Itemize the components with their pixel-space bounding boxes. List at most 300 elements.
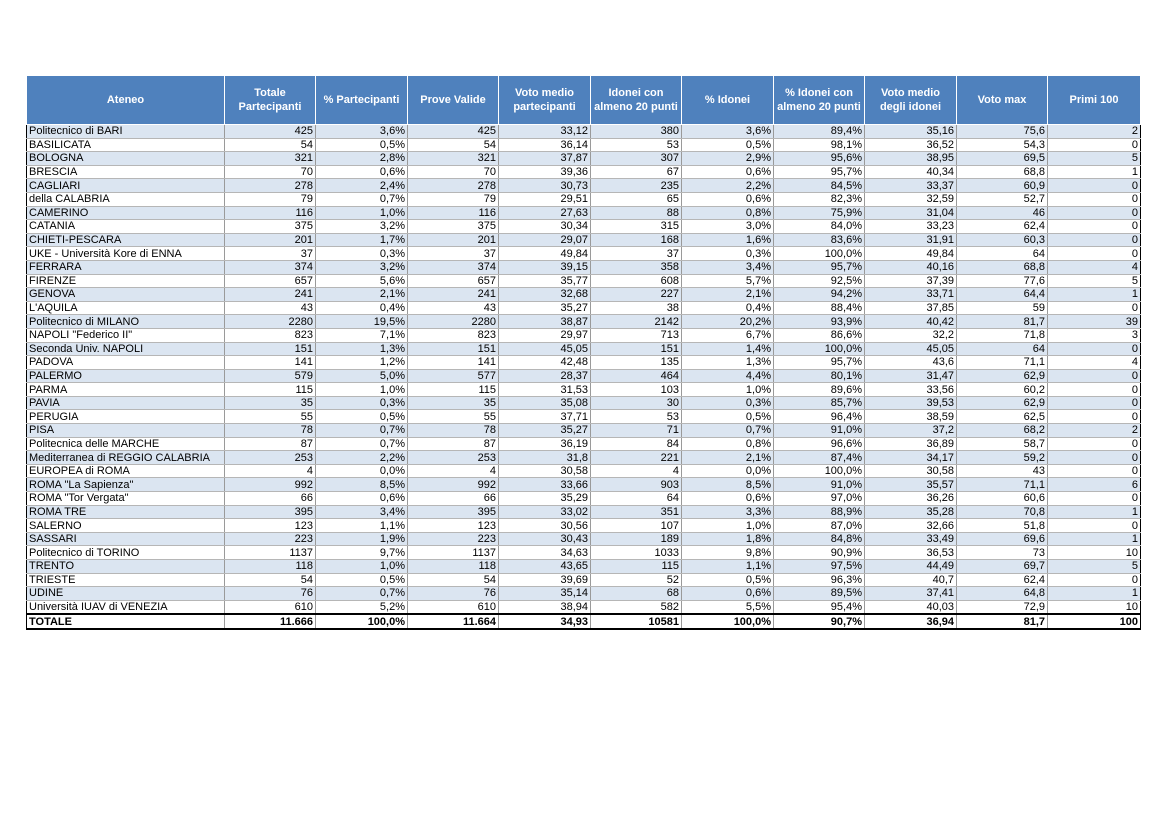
value-cell: 39 [1048,315,1141,329]
university-name-cell: UDINE [27,587,225,601]
value-cell: 608 [591,274,682,288]
value-cell: 39,15 [499,260,591,274]
value-cell: 713 [591,328,682,342]
value-cell: 2,2% [316,451,408,465]
table-row [27,505,1141,519]
value-cell: 73 [957,546,1048,560]
table-row [27,138,1141,152]
value-cell: 189 [591,532,682,546]
table-row [27,410,1141,424]
value-cell: 0,5% [682,410,774,424]
column-header: Voto max [957,76,1048,125]
value-cell: 3,4% [316,505,408,519]
value-cell: 2,1% [316,288,408,302]
table-row [27,220,1141,234]
value-cell: 40,42 [865,315,957,329]
value-cell: 92,5% [774,274,865,288]
value-cell: 87,4% [774,451,865,465]
table-row [27,437,1141,451]
value-cell: 42,48 [499,356,591,370]
value-cell: 0,7% [316,192,408,206]
value-cell: 3,6% [682,125,774,139]
value-cell: 37,71 [499,410,591,424]
university-name-cell: UKE - Università Kore di ENNA [27,247,225,261]
university-name-cell: Seconda Univ. NAPOLI [27,342,225,356]
value-cell: 235 [591,179,682,193]
value-cell: 1,3% [682,356,774,370]
value-cell: 0 [1048,192,1141,206]
table-row [27,600,1141,614]
table-row [27,478,1141,492]
value-cell: 374 [225,260,316,274]
value-cell: 116 [408,206,499,220]
value-cell: 53 [591,138,682,152]
value-cell: 84,0% [774,220,865,234]
value-cell: 0,5% [316,410,408,424]
value-cell: 36,53 [865,546,957,560]
value-cell: 2,8% [316,152,408,166]
value-cell: 38,59 [865,410,957,424]
university-name-cell: SALERNO [27,519,225,533]
value-cell: 9,8% [682,546,774,560]
value-cell: 0 [1048,410,1141,424]
value-cell: 0 [1048,492,1141,506]
value-cell: 0,8% [682,206,774,220]
value-cell: 395 [408,505,499,519]
value-cell: 94,2% [774,288,865,302]
value-cell: 0 [1048,138,1141,152]
value-cell: 0 [1048,519,1141,533]
value-cell: 1 [1048,288,1141,302]
value-cell: 2 [1048,424,1141,438]
value-cell: 40,16 [865,260,957,274]
value-cell: 35,14 [499,587,591,601]
value-cell: 610 [225,600,316,614]
value-cell: 95,4% [774,600,865,614]
value-cell: 0,3% [682,247,774,261]
value-cell: 0,7% [316,587,408,601]
value-cell: 0 [1048,247,1141,261]
value-cell: 90,9% [774,546,865,560]
value-cell: 67 [591,165,682,179]
university-name-cell: PERUGIA [27,410,225,424]
value-cell: 20,2% [682,315,774,329]
header-row [27,76,1141,125]
value-cell: 380 [591,125,682,139]
value-cell: 10 [1048,546,1141,560]
value-cell: 87,0% [774,519,865,533]
value-cell: 68,8 [957,260,1048,274]
value-cell: 4 [225,464,316,478]
value-cell: 71 [591,424,682,438]
table-row [27,260,1141,274]
value-cell: 2,1% [682,288,774,302]
university-name-cell: Politecnica delle MARCHE [27,437,225,451]
university-name-cell: PAVIA [27,396,225,410]
value-cell: 610 [408,600,499,614]
value-cell: 78 [408,424,499,438]
value-cell: 86,6% [774,328,865,342]
value-cell: 93,9% [774,315,865,329]
value-cell: 0 [1048,369,1141,383]
value-cell: 0 [1048,220,1141,234]
value-cell: 35,77 [499,274,591,288]
table-row [27,546,1141,560]
table-row [27,179,1141,193]
value-cell: 582 [591,600,682,614]
value-cell: 0,6% [682,492,774,506]
university-name-cell: GENOVA [27,288,225,302]
value-cell: 30,43 [499,532,591,546]
value-cell: 0,8% [682,437,774,451]
value-cell: 46 [957,206,1048,220]
value-cell: 5 [1048,274,1141,288]
value-cell: 100,0% [774,342,865,356]
value-cell: 30,58 [865,464,957,478]
value-cell: 10 [1048,600,1141,614]
value-cell: 34,17 [865,451,957,465]
value-cell: 9,7% [316,546,408,560]
value-cell: 95,7% [774,260,865,274]
value-cell: 64,4 [957,288,1048,302]
value-cell: 0,4% [682,301,774,315]
table-row [27,383,1141,397]
value-cell: 2,1% [682,451,774,465]
value-cell: 37,87 [499,152,591,166]
value-cell: 0,6% [316,165,408,179]
value-cell: 69,7 [957,560,1048,574]
value-cell: 33,66 [499,478,591,492]
value-cell: 35,28 [865,505,957,519]
value-cell: 0,7% [316,437,408,451]
value-cell: 1,0% [682,383,774,397]
value-cell: 35,29 [499,492,591,506]
value-cell: 2,9% [682,152,774,166]
value-cell: 0,0% [316,464,408,478]
university-name-cell: Università IUAV di VENEZIA [27,600,225,614]
university-name-cell: SASSARI [27,532,225,546]
total-value-cell: 100 [1048,614,1141,629]
table-row [27,492,1141,506]
value-cell: 54 [408,138,499,152]
value-cell: 64 [957,342,1048,356]
value-cell: 123 [225,519,316,533]
value-cell: 30,73 [499,179,591,193]
value-cell: 45,05 [499,342,591,356]
column-header: Voto medio degli idonei [865,76,957,125]
value-cell: 37,2 [865,424,957,438]
value-cell: 60,2 [957,383,1048,397]
value-cell: 2,2% [682,179,774,193]
university-name-cell: ROMA "Tor Vergata" [27,492,225,506]
university-name-cell: PADOVA [27,356,225,370]
value-cell: 0 [1048,451,1141,465]
table-row [27,247,1141,261]
value-cell: 241 [408,288,499,302]
value-cell: 60,3 [957,233,1048,247]
total-value-cell: 11.664 [408,614,499,629]
value-cell: 321 [408,152,499,166]
value-cell: 62,4 [957,573,1048,587]
value-cell: 0,6% [682,192,774,206]
value-cell: 54 [408,573,499,587]
table-row [27,587,1141,601]
value-cell: 33,37 [865,179,957,193]
total-value-cell: 90,7% [774,614,865,629]
value-cell: 32,2 [865,328,957,342]
total-value-cell: 100,0% [316,614,408,629]
value-cell: 0,5% [682,138,774,152]
value-cell: 579 [225,369,316,383]
value-cell: 31,47 [865,369,957,383]
table-row [27,464,1141,478]
value-cell: 66 [408,492,499,506]
value-cell: 37 [408,247,499,261]
university-name-cell: FIRENZE [27,274,225,288]
value-cell: 115 [591,560,682,574]
value-cell: 115 [408,383,499,397]
column-header: Primi 100 [1048,76,1141,125]
value-cell: 96,6% [774,437,865,451]
value-cell: 0,7% [316,424,408,438]
value-cell: 201 [408,233,499,247]
value-cell: 51,8 [957,519,1048,533]
value-cell: 0 [1048,573,1141,587]
university-name-cell: ROMA TRE [27,505,225,519]
value-cell: 6,7% [682,328,774,342]
table-body [27,125,1141,615]
value-cell: 201 [225,233,316,247]
university-name-cell: CAGLIARI [27,179,225,193]
value-cell: 43,65 [499,560,591,574]
value-cell: 0,4% [316,301,408,315]
value-cell: 98,1% [774,138,865,152]
value-cell: 116 [225,206,316,220]
column-header: % Idonei [682,76,774,125]
value-cell: 64 [591,492,682,506]
value-cell: 1137 [408,546,499,560]
table-row [27,451,1141,465]
value-cell: 168 [591,233,682,247]
table-row [27,206,1141,220]
value-cell: 55 [408,410,499,424]
value-cell: 1 [1048,532,1141,546]
value-cell: 36,89 [865,437,957,451]
value-cell: 1,7% [316,233,408,247]
value-cell: 6 [1048,478,1141,492]
value-cell: 66 [225,492,316,506]
table-row [27,165,1141,179]
value-cell: 4 [1048,260,1141,274]
value-cell: 69,6 [957,532,1048,546]
value-cell: 36,26 [865,492,957,506]
value-cell: 4 [408,464,499,478]
value-cell: 1,4% [682,342,774,356]
value-cell: 43 [408,301,499,315]
value-cell: 45,05 [865,342,957,356]
value-cell: 8,5% [682,478,774,492]
value-cell: 30,58 [499,464,591,478]
total-label-cell: TOTALE [27,614,225,629]
value-cell: 54 [225,138,316,152]
university-name-cell: CHIETI-PESCARA [27,233,225,247]
table-row [27,301,1141,315]
value-cell: 78 [225,424,316,438]
value-cell: 79 [408,192,499,206]
value-cell: 33,71 [865,288,957,302]
value-cell: 39,53 [865,396,957,410]
value-cell: 40,03 [865,600,957,614]
value-cell: 96,3% [774,573,865,587]
value-cell: 31,53 [499,383,591,397]
value-cell: 19,5% [316,315,408,329]
value-cell: 38,87 [499,315,591,329]
value-cell: 903 [591,478,682,492]
value-cell: 33,56 [865,383,957,397]
table-row [27,192,1141,206]
value-cell: 38,94 [499,600,591,614]
value-cell: 28,37 [499,369,591,383]
value-cell: 89,6% [774,383,865,397]
value-cell: 0 [1048,383,1141,397]
value-cell: 35,57 [865,478,957,492]
university-name-cell: TRENTO [27,560,225,574]
value-cell: 32,66 [865,519,957,533]
value-cell: 253 [225,451,316,465]
value-cell: 823 [408,328,499,342]
value-cell: 59,2 [957,451,1048,465]
value-cell: 80,1% [774,369,865,383]
value-cell: 62,9 [957,369,1048,383]
university-name-cell: PARMA [27,383,225,397]
value-cell: 3,2% [316,260,408,274]
value-cell: 5,2% [316,600,408,614]
value-cell: 3,3% [682,505,774,519]
value-cell: 69,5 [957,152,1048,166]
value-cell: 151 [591,342,682,356]
value-cell: 5,0% [316,369,408,383]
value-cell: 64 [957,247,1048,261]
value-cell: 375 [408,220,499,234]
university-name-cell: TRIESTE [27,573,225,587]
total-value-cell: 11.666 [225,614,316,629]
value-cell: 88 [591,206,682,220]
value-cell: 70 [225,165,316,179]
value-cell: 1 [1048,587,1141,601]
value-cell: 7,1% [316,328,408,342]
value-cell: 35,27 [499,301,591,315]
value-cell: 88,4% [774,301,865,315]
value-cell: 375 [225,220,316,234]
value-cell: 60,9 [957,179,1048,193]
value-cell: 1,0% [316,560,408,574]
value-cell: 35 [225,396,316,410]
value-cell: 657 [225,274,316,288]
value-cell: 3,0% [682,220,774,234]
value-cell: 141 [408,356,499,370]
value-cell: 0,3% [316,396,408,410]
value-cell: 5,5% [682,600,774,614]
university-name-cell: della CALABRIA [27,192,225,206]
total-value-cell: 81,7 [957,614,1048,629]
value-cell: 83,6% [774,233,865,247]
column-header: % Partecipanti [316,76,408,125]
value-cell: 0,6% [682,165,774,179]
value-cell: 37 [591,247,682,261]
value-cell: 32,59 [865,192,957,206]
university-name-cell: CATANIA [27,220,225,234]
value-cell: 1,3% [316,342,408,356]
value-cell: 0 [1048,464,1141,478]
value-cell: 89,5% [774,587,865,601]
value-cell: 33,49 [865,532,957,546]
value-cell: 36,14 [499,138,591,152]
value-cell: 54,3 [957,138,1048,152]
value-cell: 227 [591,288,682,302]
table-header [27,76,1141,125]
value-cell: 0,3% [682,396,774,410]
table-row [27,519,1141,533]
table-row [27,125,1141,139]
results-table [26,75,1141,630]
value-cell: 1,2% [316,356,408,370]
value-cell: 76 [225,587,316,601]
table-row [27,424,1141,438]
value-cell: 1 [1048,165,1141,179]
value-cell: 68,2 [957,424,1048,438]
value-cell: 1033 [591,546,682,560]
value-cell: 36,52 [865,138,957,152]
value-cell: 30,34 [499,220,591,234]
value-cell: 75,6 [957,125,1048,139]
value-cell: 0 [1048,342,1141,356]
value-cell: 135 [591,356,682,370]
value-cell: 358 [591,260,682,274]
value-cell: 221 [591,451,682,465]
total-value-cell: 100,0% [682,614,774,629]
value-cell: 37 [225,247,316,261]
value-cell: 4 [591,464,682,478]
university-name-cell: EUROPEA di ROMA [27,464,225,478]
value-cell: 43 [225,301,316,315]
value-cell: 70,8 [957,505,1048,519]
value-cell: 3,2% [316,220,408,234]
value-cell: 34,63 [499,546,591,560]
value-cell: 37,39 [865,274,957,288]
value-cell: 33,02 [499,505,591,519]
value-cell: 35,16 [865,125,957,139]
value-cell: 35,27 [499,424,591,438]
table-row [27,396,1141,410]
value-cell: 49,84 [865,247,957,261]
value-cell: 30 [591,396,682,410]
value-cell: 95,6% [774,152,865,166]
value-cell: 100,0% [774,247,865,261]
value-cell: 38 [591,301,682,315]
value-cell: 351 [591,505,682,519]
value-cell: 44,49 [865,560,957,574]
value-cell: 1,1% [682,560,774,574]
table-row [27,532,1141,546]
value-cell: 31,04 [865,206,957,220]
value-cell: 5 [1048,560,1141,574]
value-cell: 59 [957,301,1048,315]
table-row [27,233,1141,247]
value-cell: 0 [1048,437,1141,451]
university-name-cell: Politecnico di BARI [27,125,225,139]
value-cell: 1,9% [316,532,408,546]
value-cell: 91,0% [774,424,865,438]
